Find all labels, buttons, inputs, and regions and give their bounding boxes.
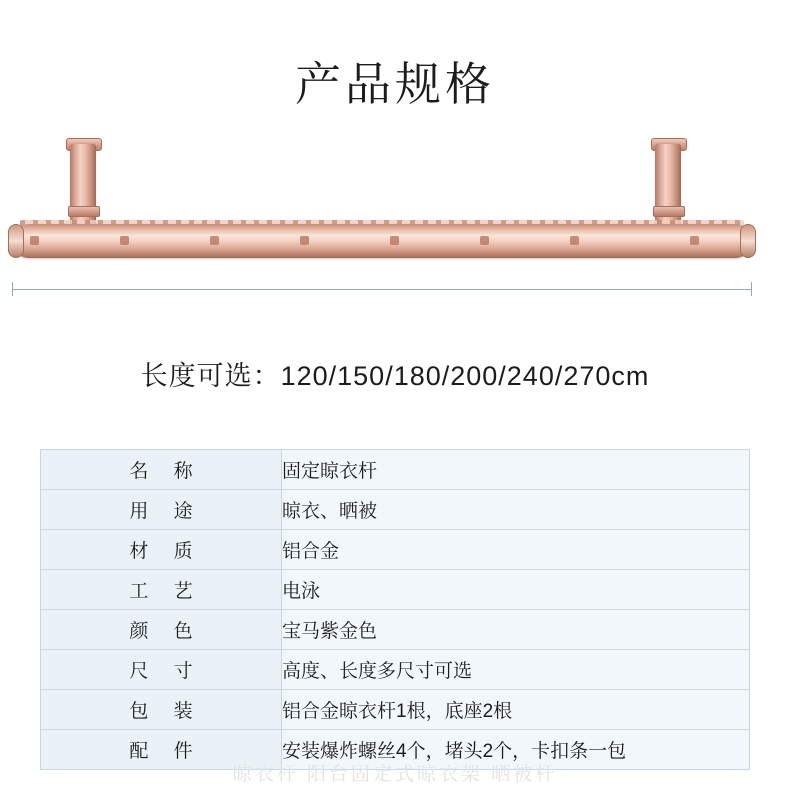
spec-label: 用 途 (41, 490, 282, 530)
spec-label: 颜 色 (41, 610, 282, 650)
spec-value: 固定晾衣杆 (282, 450, 750, 490)
spec-value: 电泳 (282, 570, 750, 610)
spec-label: 尺 寸 (41, 650, 282, 690)
table-row (41, 490, 750, 530)
rod-clip-mark (120, 236, 129, 245)
length-options-text: 长度可选：120/150/180/200/240/270cm (140, 361, 650, 391)
rod-clip-mark (690, 236, 699, 245)
rod-clip-mark (570, 236, 579, 245)
length-measure-bar (12, 282, 752, 296)
bracket-band-left-icon (68, 206, 100, 217)
table-row (41, 610, 750, 650)
spec-value: 晾衣、晒被 (282, 490, 750, 530)
spec-value: 高度、长度多尺寸可选 (282, 650, 750, 690)
rod-end-cap-left-icon (8, 224, 24, 258)
rod-clip-mark (480, 236, 489, 245)
rod-clip-mark (30, 236, 39, 245)
table-row (41, 530, 750, 570)
spec-value: 铝合金晾衣杆1根，底座2根 (282, 690, 750, 730)
rod-clip-mark (300, 236, 309, 245)
spec-label: 名 称 (41, 450, 282, 490)
rod-end-cap-right-icon (740, 224, 756, 258)
spec-label: 包 装 (41, 690, 282, 730)
table-row (41, 690, 750, 730)
spec-label: 配 件 (41, 730, 282, 770)
spec-value: 铝合金 (282, 530, 750, 570)
watermark-text: 晾衣杆 阳台固定式晾衣架 晒被杆 (232, 764, 558, 785)
measure-cap-right-icon (751, 282, 752, 296)
spec-label: 工 艺 (41, 570, 282, 610)
page-title: 产品规格 (295, 58, 495, 110)
rod-clip-mark (210, 236, 219, 245)
rod-clip-mark (390, 236, 399, 245)
specification-table (40, 449, 750, 770)
table-row (41, 650, 750, 690)
spec-value: 安装爆炸螺丝4个，堵头2个，卡扣条一包 (282, 730, 750, 770)
measure-cap-left-icon (12, 282, 13, 296)
table-row (41, 450, 750, 490)
bracket-band-right-icon (653, 206, 685, 217)
product-illustration (0, 132, 790, 332)
spec-label: 材 质 (41, 530, 282, 570)
measure-line (12, 289, 752, 290)
spec-value: 宝马紫金色 (282, 610, 750, 650)
table-row (41, 570, 750, 610)
